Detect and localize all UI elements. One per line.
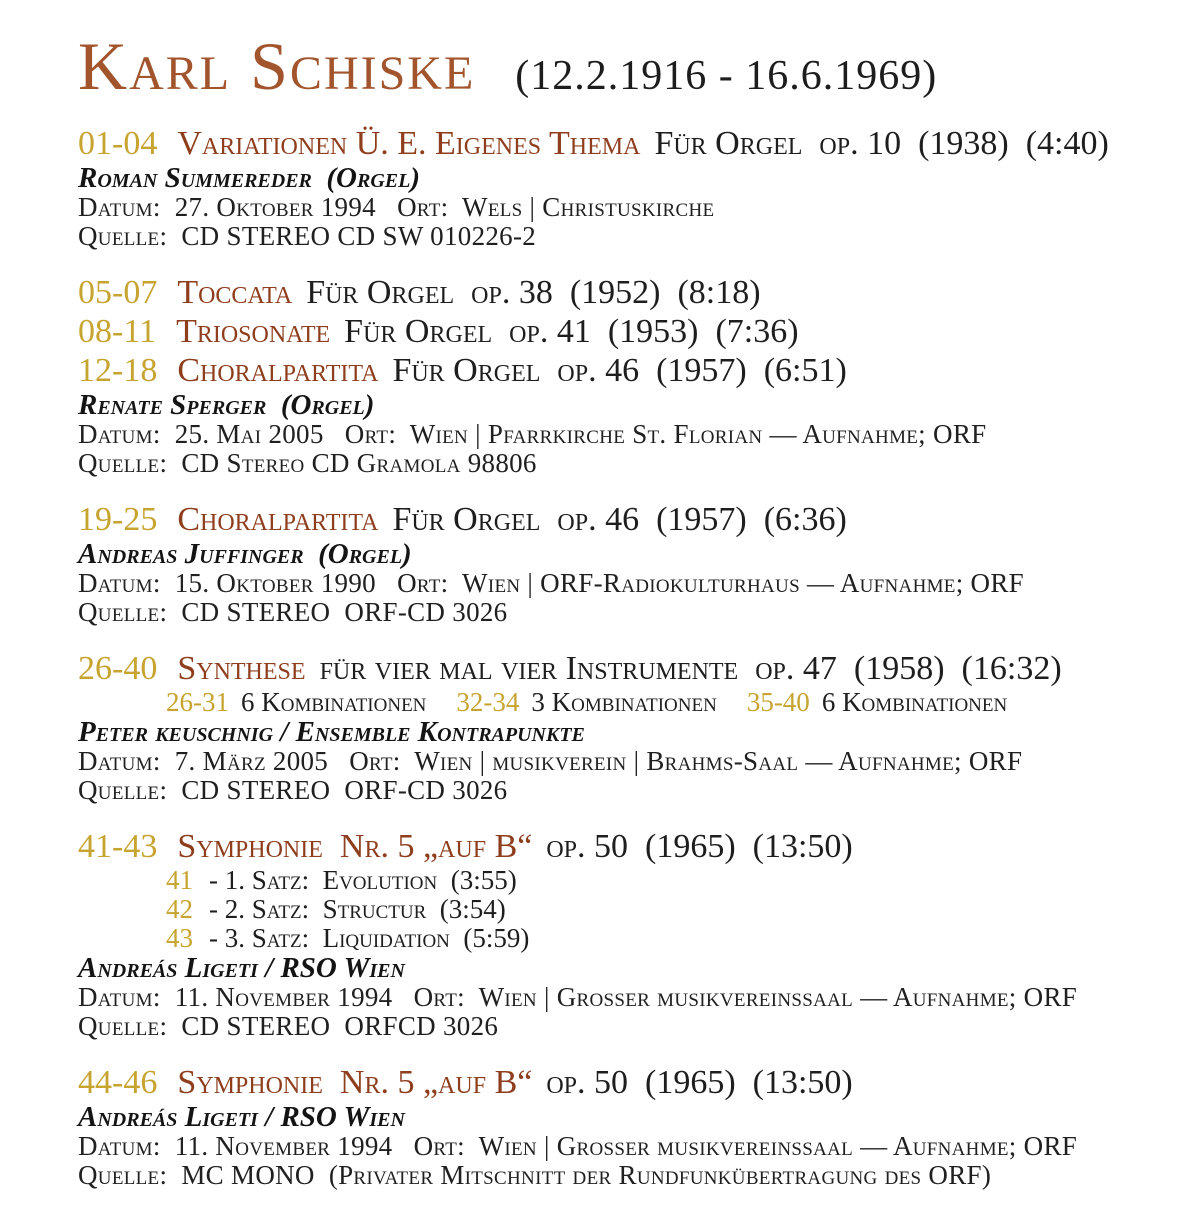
composer-dates: (12.2.1916 - 16.6.1969) (515, 53, 938, 99)
work-entry (78, 273, 1170, 312)
work-entry (78, 1063, 1170, 1102)
recording-detail-line: Datum: 27. Oktober 1994 Ort: Wels | Christuskirche (78, 192, 715, 222)
recording-detail-line: Quelle: CD STEREO ORF-CD 3026 (78, 775, 508, 805)
track-range: 08-11 (78, 313, 157, 350)
work-info: Für Orgel op. 10 (1938) (4:40) (654, 125, 1109, 162)
work-title: Symphonie Nr. 5 „auf B“ (177, 1064, 533, 1101)
kombination-line (78, 688, 1170, 717)
work-entry (78, 312, 1170, 351)
kombination-label: 3 Kombinationen (531, 687, 717, 717)
performer-line: Andreás Ligeti / RSO Wien (78, 952, 405, 984)
recording-detail-line: Quelle: CD Stereo CD Gramola 98806 (78, 448, 537, 478)
track-range: 26-40 (78, 650, 158, 687)
work-section (78, 500, 1170, 627)
recording-detail-line: Datum: 7. März 2005 Ort: Wien | musikverein | Brahms-Saal — Aufnahme; ORF (78, 746, 1023, 776)
track-range: 26-31 (166, 687, 229, 717)
performer-line: Roman Summereder (Orgel) (78, 162, 420, 194)
recording-detail-line: Quelle: CD STEREO ORFCD 3026 (78, 1011, 499, 1041)
work-title: Variationen Ü. E. Eigenes Thema (177, 125, 641, 162)
work-entry (78, 827, 1170, 866)
work-section (78, 1063, 1170, 1190)
movement-line (78, 924, 1170, 953)
movement-number: 42 (166, 894, 193, 924)
track-range: 44-46 (78, 1064, 158, 1101)
work-info: für vier mal vier Instrumente op. 47 (1958) (16:32) (319, 650, 1062, 687)
work-section (78, 124, 1170, 251)
sections (78, 124, 1170, 1190)
track-range: 19-25 (78, 501, 158, 538)
work-title: Symphonie Nr. 5 „auf B“ (177, 828, 533, 865)
work-info: op. 50 (1965) (13:50) (546, 1064, 853, 1101)
recording-detail-line: Quelle: MC MONO (Privater Mitschnitt der Rundfunkübertragung des ORF) (78, 1160, 992, 1190)
movement-info: - 3. Satz: Liquidation (5:59) (209, 923, 530, 953)
track-range: 12-18 (78, 352, 158, 389)
work-title: Choralpartita (177, 501, 379, 538)
performer-line: Andreás Ligeti / RSO Wien (78, 1101, 405, 1133)
movement-number: 43 (166, 923, 193, 953)
work-section (78, 827, 1170, 1041)
recording-detail-line: Quelle: CD STEREO CD SW 010226-2 (78, 221, 537, 251)
kombination-label: 6 Kombinationen (241, 687, 427, 717)
track-range: 41-43 (78, 828, 158, 865)
recording-detail-line: Quelle: CD STEREO ORF-CD 3026 (78, 597, 508, 627)
work-info: op. 50 (1965) (13:50) (546, 828, 853, 865)
performer-line: Renate Sperger (Orgel) (78, 389, 375, 421)
work-info: Für Orgel op. 46 (1957) (6:51) (392, 352, 847, 389)
work-title: Toccata (177, 274, 293, 311)
work-section (78, 649, 1170, 805)
track-range: 05-07 (78, 274, 158, 311)
movement-info: - 2. Satz: Structur (3:54) (209, 894, 506, 924)
work-section (78, 273, 1170, 478)
work-title: Choralpartita (177, 352, 379, 389)
track-range: 32-34 (456, 687, 520, 717)
work-title: Triosonate (176, 313, 331, 350)
work-entry (78, 500, 1170, 539)
page-header (78, 30, 1170, 102)
movement-number: 41 (166, 865, 193, 895)
recording-detail-line: Datum: 11. November 1994 Ort: Wien | Grosser musikvereinssaal — Aufnahme; ORF (78, 982, 1078, 1012)
performer-line: Andreas Juffinger (Orgel) (78, 538, 412, 570)
work-title: Synthese (177, 650, 306, 687)
movement-info: - 1. Satz: Evolution (3:55) (209, 865, 517, 895)
recording-detail-line: Datum: 15. Oktober 1990 Ort: Wien | ORF-Radiokulturhaus — Aufnahme; ORF (78, 568, 1024, 598)
track-range: 01-04 (78, 125, 158, 162)
kombination-label: 6 Kombinationen (821, 687, 1008, 717)
composer-name: Karl Schiske (78, 28, 476, 104)
movement-line (78, 895, 1170, 924)
work-info: Für Orgel op. 41 (1953) (7:36) (344, 313, 799, 350)
work-entry (78, 124, 1170, 163)
work-info: Für Orgel op. 46 (1957) (6:36) (392, 501, 847, 538)
movement-line (78, 866, 1170, 895)
performer-line: Peter keuschnig / Ensemble Kontrapunkte (78, 716, 585, 748)
recording-detail-line: Datum: 11. November 1994 Ort: Wien | Grosser musikvereinssaal — Aufnahme; ORF (78, 1131, 1078, 1161)
work-entry (78, 649, 1170, 688)
recording-detail-line: Datum: 25. Mai 2005 Ort: Wien | Pfarrkirche St. Florian — Aufnahme; ORF (78, 419, 987, 449)
work-info: Für Orgel op. 38 (1952) (8:18) (306, 274, 761, 311)
track-range: 35-40 (746, 687, 810, 717)
work-entry (78, 351, 1170, 390)
